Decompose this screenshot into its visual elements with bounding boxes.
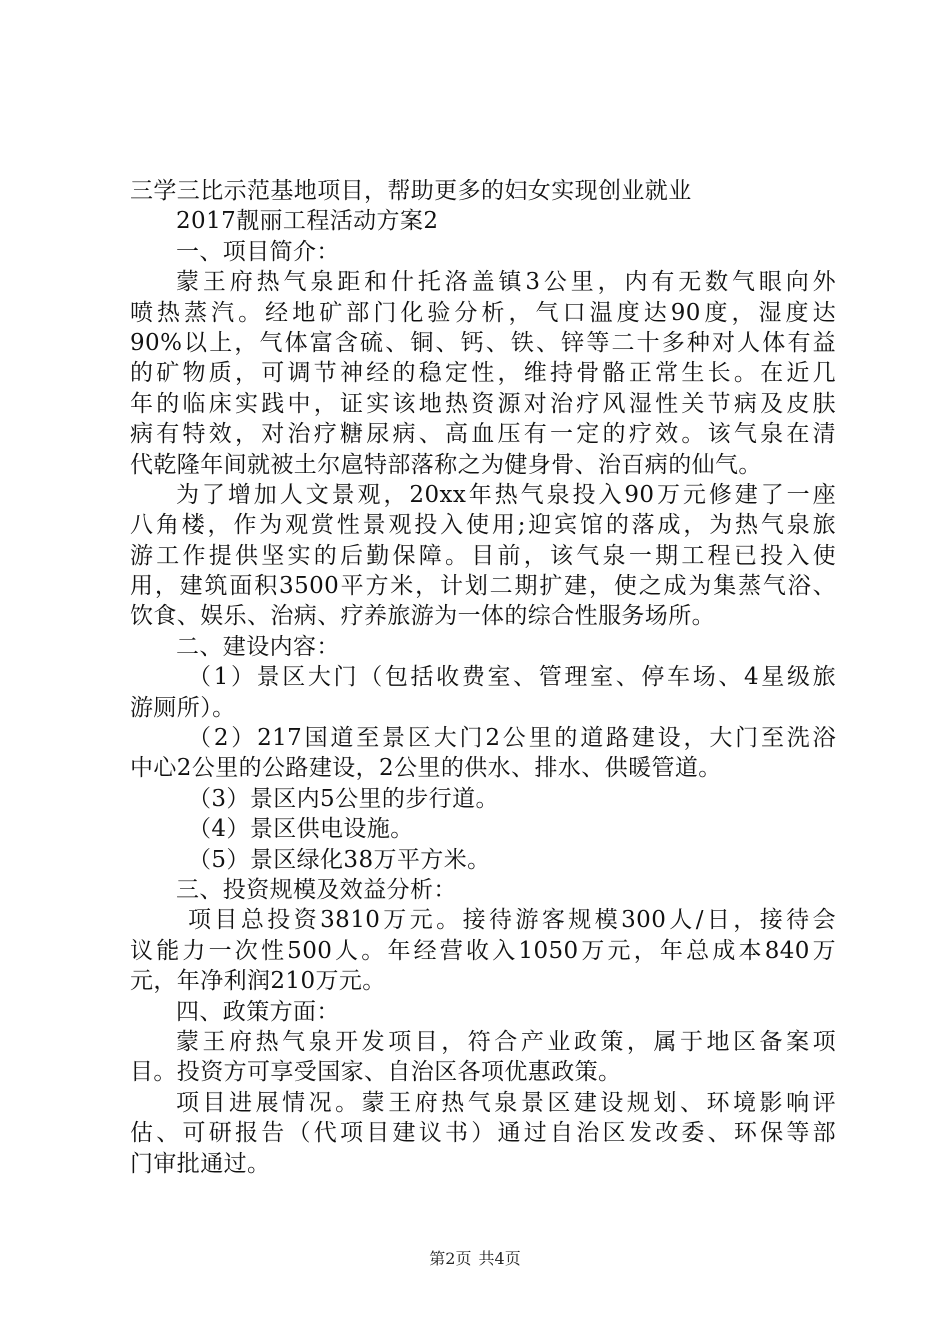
paragraph-line: 门审批通过。: [130, 1150, 271, 1177]
list-item-line: （2）217国道至景区大门2公里的道路建设，大门至洗浴: [188, 725, 836, 752]
list-item-line: （3）景区内5公里的步行道。: [188, 785, 499, 812]
list-item-line: 中心2公里的公路建设，2公里的供水、排水、供暖管道。: [130, 755, 722, 782]
paragraph-line: 蒙王府热气泉距和什托洛盖镇3公里，内有无数气眼向外: [176, 269, 836, 296]
paragraph-line: 项目总投资3810万元。接待游客规模300人/日，接待会: [188, 907, 836, 934]
document-body: [130, 176, 836, 1179]
section-heading: 三、投资规模及效益分析：: [176, 876, 457, 903]
paragraph-line: 喷热蒸汽。经地矿部门化验分析，气口温度达90度，湿度达: [130, 299, 836, 326]
paragraph-line: 90%以上，气体富含硫、铜、钙、铁、锌等二十多种对人体有益: [130, 329, 836, 356]
paragraph-line: 元，年净利润210万元。: [130, 968, 386, 995]
paragraph-line: 目。投资方可享受国家、自治区各项优惠政策。: [130, 1059, 622, 1086]
section-heading: 四、政策方面：: [176, 998, 340, 1025]
paragraph-line: 蒙王府热气泉开发项目，符合产业政策，属于地区备案项: [176, 1028, 836, 1055]
paragraph-line: 估、可研报告（代项目建议书）通过自治区发改委、环保等部: [130, 1120, 836, 1147]
paragraph-line: 议能力一次性500人。年经营收入1050万元，年总成本840万: [130, 937, 836, 964]
paragraph-line: 为了增加人文景观，20xx年热气泉投入90万元修建了一座: [176, 481, 836, 508]
paragraph-line: 用，建筑面积3500平方米，计划二期扩建，使之成为集蒸气浴、: [130, 573, 836, 600]
section-heading: 二、建设内容：: [176, 633, 340, 660]
paragraph-line: 游工作提供坚实的后勤保障。目前，该气泉一期工程已投入使: [130, 542, 836, 569]
section-heading: 一、项目简介：: [176, 238, 340, 265]
paragraph-line: 年的临床实践中，证实该地热资源对治疗风湿性关节病及皮肤: [130, 390, 836, 417]
page-footer: [0, 1249, 950, 1269]
paragraph-line: 代乾隆年间就被土尔扈特部落称之为健身骨、治百病的仙气。: [130, 451, 762, 478]
section-title: 2017靓丽工程活动方案2: [176, 208, 439, 235]
paragraph-line: 项目进展情况。蒙王府热气泉景区建设规划、环境影响评: [176, 1089, 836, 1116]
list-item-line: （1）景区大门（包括收费室、管理室、停车场、4星级旅: [188, 664, 836, 691]
page-total: 共4页: [478, 1249, 521, 1268]
list-item-line: 游厕所）。: [130, 694, 236, 721]
list-item-line: （4）景区供电设施。: [188, 816, 414, 843]
paragraph-line: 饮食、娱乐、治病、疗养旅游为一体的综合性服务场所。: [130, 603, 715, 630]
paragraph-line: 病有特效，对治疗糖尿病、高血压有一定的疗效。该气泉在清: [130, 421, 836, 448]
paragraph-line: 的矿物质，可调节神经的稳定性，维持骨骼正常生长。在近几: [130, 360, 836, 387]
text-line: 三学三比示范基地项目，帮助更多的妇女实现创业就业: [130, 178, 692, 204]
paragraph-line: 八角楼，作为观赏性景观投入使用;迎宾馆的落成，为热气泉旅: [130, 512, 836, 539]
page-number: 第2页: [429, 1249, 472, 1268]
list-item-line: （5）景区绿化38万平方米。: [188, 846, 491, 873]
